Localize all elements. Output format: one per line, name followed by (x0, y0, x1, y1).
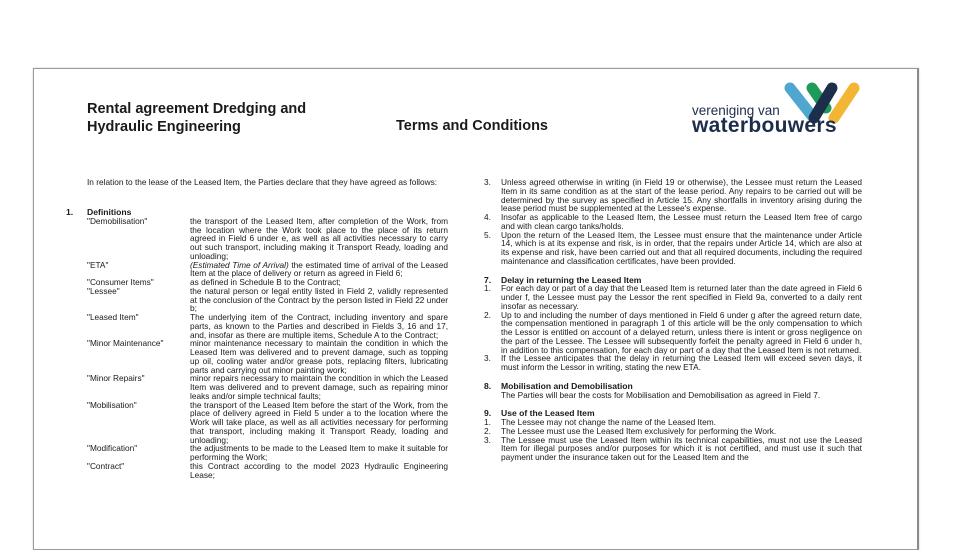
definitions-list (87, 217, 448, 480)
section-7 (484, 276, 862, 372)
item-text: The Lessee may not change the name of the Leased Item. (501, 417, 716, 427)
item-number: 3. (484, 177, 491, 187)
definition-text (190, 339, 448, 374)
item-number: 5. (484, 229, 491, 240)
definition-body: The underlying item of the Contract, including inventory and spare parts, as known to the Parties and described in Fields 3, 16 and 17, and, insofar as there are multiple items, Schedule A to the Contract; (190, 312, 448, 340)
definition-term: "Leased Item" (87, 312, 139, 322)
item-text: The Lessee must use the Leased Item exclusively for performing the Work. (501, 425, 777, 436)
title-line-1: Rental agreement Dredging and (87, 101, 307, 117)
definition-body: the estimated time of arrival of the Leased Item at the place of delivery or return as agreed in Field 6; (190, 259, 448, 279)
definition-term: "Minor Maintenance" (87, 338, 164, 349)
definition-row (87, 313, 448, 339)
definition-body: the adjustments to be made to the Leased Item to make it suitable for performing the Work; (190, 443, 448, 462)
definition-text (190, 444, 448, 462)
item-number: 1. (484, 417, 491, 427)
definition-row (87, 261, 448, 279)
section-heading: Delay in returning the Leased Item (501, 274, 642, 285)
title-line-2: Hydraulic Engineering (87, 119, 241, 135)
section-9-items (484, 418, 862, 462)
item-number: 2. (484, 309, 491, 320)
definition-term: "Demobilisation" (87, 215, 148, 226)
section-number: 8. (484, 380, 492, 391)
definition-row (87, 339, 448, 374)
definition-text (190, 313, 448, 339)
section-number: 9. (484, 408, 492, 419)
document-title (87, 100, 306, 136)
item-text: Unless agreed otherwise in writing (in Field 19 or otherwise), the Lessee must return the Leased Item in its same condition as at the start of the lease period. Any repairs to be carried out will be determined by the survey as specified in Article 15. Any shortfalls in inventory arising during the lease period must be supplemented at the Lessee's expense. (501, 177, 862, 214)
section-heading: Definitions (87, 207, 132, 217)
item-number: 3. (484, 353, 491, 364)
definition-italic: (Estimated Time of Arrival) (190, 259, 289, 270)
section-heading: Use of the Leased Item (501, 408, 595, 419)
list-item (484, 436, 862, 462)
definition-row (87, 217, 448, 261)
article-6-continued (484, 178, 862, 266)
section-heading: Mobilisation and Demobilisation (501, 380, 633, 391)
list-item (484, 213, 862, 231)
item-text: For each day or part of a day that the Leased Item is returned later than the date agreed in Field 6 under f, the Lessee must pay the Lessor the rent specified in Field 9a, converted to a daily rent insofar as necessary. (501, 283, 862, 311)
section-9 (484, 409, 862, 462)
item-number: 2. (484, 425, 491, 436)
section-8 (484, 382, 862, 400)
logo-text-big: waterbouwers (692, 114, 837, 137)
definition-term: "ETA" (87, 259, 109, 270)
item-number: 1. (484, 283, 491, 294)
list-item (484, 178, 862, 213)
item-text: Upon the return of the Leased Item, the Lessee must ensure that the maintenance under Article 14, which is at its expense and risk, is in order, that the repairs under Article 14, which are also at its expense and risk, have been carried out and that all required documents, including the required maintenance and classification certificates, have been provided. (501, 229, 862, 266)
item-text: Up to and including the number of days mentioned in Field 6 under g after the agreed return date, the compensation mentioned in paragraph 1 of this article will be the only compensation to which the Lessor is entitled on account of a delayed return, unless there is intent or gross negligence on the part of the Lessee. The Lessee will subsequently forfeit the penalty agreed in Field 6 under h, in addition to this compensation, for each day or part of a day that the Leased Item is not returned. (501, 309, 862, 355)
definition-term: "Modification" (87, 443, 138, 454)
section-number: 1. (66, 207, 74, 217)
definition-text (190, 401, 448, 445)
definition-row (87, 401, 448, 445)
right-column (484, 178, 862, 462)
definition-body: minor maintenance necessary to maintain the condition in which the Leased Item was delivered and to prevent damage, such as topping up oil, cooling water and/or grease pots, replacing filters, lubricating parts and carrying out minor painting work; (190, 338, 448, 375)
definition-row (87, 444, 448, 462)
document-subtitle: Terms and Conditions (396, 118, 548, 134)
definition-row (87, 374, 448, 400)
item-text: Insofar as applicable to the Leased Item, the Lessee must return the Leased Item free of cargo and with clean cargo tanks/holds. (501, 212, 862, 231)
definition-row (87, 287, 448, 313)
definition-body: as defined in Schedule B to the Contract; (190, 277, 341, 287)
definition-text (190, 261, 448, 279)
waterbouwers-logo (692, 80, 867, 140)
item-text: The Lessee must use the Leased Item within its technical capabilities, must not use the Leased Item for illegal purposes and/or purposes for which it is not certified, and must use it such that payment under the insurance taken out for the Leased Item and the (501, 434, 862, 462)
list-item (484, 231, 862, 266)
item-number: 3. (484, 434, 491, 445)
definition-body: this Contract according to the model 2023 Hydraulic Engineering Lease; (190, 460, 448, 480)
section-7-items (484, 284, 862, 372)
definition-term: "Minor Repairs" (87, 373, 145, 384)
definition-row (87, 462, 448, 480)
item-text: If the Lessee anticipates that the delay in returning the Leased Item will exceed seven days, it must inform the Lessor in writing, stating the new ETA. (501, 353, 862, 372)
definition-term: "Consumer Items" (87, 277, 154, 287)
section-text: The Parties will bear the costs for Mobilisation and Demobilisation as agreed in Field 7. (501, 389, 821, 400)
definition-term: "Mobilisation" (87, 399, 137, 410)
intro-paragraph: In relation to the lease of the Leased Item, the Parties declare that they have agreed as follows: (87, 177, 438, 187)
list-item (484, 354, 862, 372)
definition-text (190, 462, 448, 480)
definition-term: "Contract" (87, 460, 125, 471)
definition-body: the transport of the Leased Item before the start of the Work, from the place of delivery agreed in Field 5 under a to the location where the Work will take place, as well as all activities necessary for performing that transport, including making it Transport Ready, loading and unloading; (190, 399, 448, 445)
definition-text (190, 217, 448, 261)
section-definitions (66, 208, 448, 479)
definition-body: the natural person or legal entity listed in Field 2, validly represented at the conclusion of the Contract by the person listed in Field 22 under b; (190, 285, 448, 314)
section-number: 7. (484, 274, 492, 285)
definition-body: the transport of the Leased Item, after completion of the Work, from the location where the Work took place to the place of its return agreed in Field 6 under e, as well as all activities necessary to carry out such transport, including making it Transport Ready, loading and unloading; (190, 215, 448, 261)
logo-text-small: vereniging van (692, 103, 780, 118)
list-item (484, 311, 862, 355)
list-item (484, 284, 862, 310)
definition-body: minor repairs necessary to maintain the condition in which the Leased Item was delivered and to prevent damage, such as repairing minor leaks and/or simple technical faults; (190, 373, 448, 401)
item-number: 4. (484, 212, 491, 222)
definition-text (190, 287, 448, 313)
definition-text (190, 374, 448, 400)
definition-term: "Lessee" (87, 285, 120, 296)
